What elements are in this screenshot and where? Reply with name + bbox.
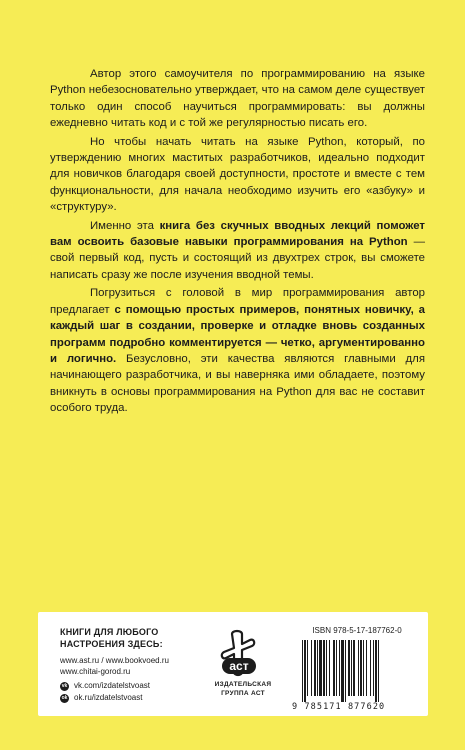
logo-text: аст (229, 659, 249, 673)
slogan-line-2: НАСТРОЕНИЯ ЗДЕСЬ: (60, 639, 163, 649)
barcode-bar (370, 640, 371, 696)
publisher-line-1: ИЗДАТЕЛЬСКАЯ (214, 681, 272, 688)
ast-logo-icon (220, 628, 266, 678)
vk-link[interactable] (60, 680, 150, 692)
barcode-bar (339, 640, 340, 696)
barcode-bar (317, 640, 318, 696)
publisher-name (210, 680, 276, 698)
ok-link-text: ok.ru/izdatelstvoast (74, 693, 143, 702)
barcode-bar (378, 640, 379, 702)
barcode-bar (348, 640, 350, 696)
barcode-bar (375, 640, 377, 702)
barcode-bar (326, 640, 327, 696)
barcode-bar (366, 640, 367, 696)
barcode-bar (314, 640, 316, 696)
paragraph-2: Но чтобы начать читать на языке Python, который, по утверждению многих маститых разработчиков, идеально подходит для новичков благодаря своей доступности, простоте и вместе с тем функциональности, для начала необходимо изучить его «азбуку» и «структуру». (50, 135, 425, 214)
barcode-bar (351, 640, 352, 696)
barcode-bar (360, 640, 362, 696)
barcode-bar (363, 640, 364, 696)
paragraph-4-end: Безусловно, эти качества являются главными для начинающего разработчика, и вы наверняка ими обладаете, поэтому вникнуть в основы программирования на Python для вас не составит особого труда. (50, 352, 425, 415)
barcode-bar (307, 640, 308, 696)
barcode-bar (329, 640, 330, 696)
slogan-line-1: КНИГИ ДЛЯ ЛЮБОГО (60, 627, 159, 637)
ast-logo (210, 628, 276, 708)
barcode (300, 640, 414, 702)
barcode-bar (311, 640, 312, 696)
publisher-line-2: ГРУППА АСТ (221, 690, 265, 697)
store-links (60, 655, 169, 677)
publisher-info-box (38, 612, 428, 716)
ok-icon: ok (61, 694, 68, 701)
barcode-bar (333, 640, 335, 696)
slogan (60, 626, 163, 650)
barcode-bar (319, 640, 322, 696)
vk-icon: vk (61, 682, 68, 689)
barcode-bar (323, 640, 325, 696)
paragraph-4-start: Погрузиться с головой в мир программирования автор предлагает (50, 287, 425, 316)
paragraph-3-bold: книга без скучных вводных лекций поможет вам освоить базовые навыки программирования на Python (50, 219, 425, 249)
barcode-bar (353, 640, 355, 696)
barcode-bar (336, 640, 337, 696)
back-cover-text (50, 66, 425, 419)
barcode-bar (304, 640, 306, 702)
ok-link[interactable] (60, 692, 150, 704)
barcode-bar (341, 640, 344, 702)
paragraph-3 (50, 218, 425, 284)
paragraph-3-end: — свой первый код, пусть и состоящий из двухтрех строк, вы сможете написать сразу же после изучения вводной темы. (50, 236, 425, 281)
paragraph-1: Автор этого самоучителя по программированию на языке Python небезосновательно утверждает, что на самом деле существует только один способ научиться программировать: вы должны ежедневно читать код и с той же регулярностью писать его. (50, 68, 425, 130)
paragraph-3-start: Именно эта (90, 219, 160, 232)
paragraph-4 (50, 285, 425, 416)
store-link-line-1[interactable]: www.ast.ru / www.bookvoed.ru (60, 656, 169, 665)
store-link-line-2[interactable]: www.chitai-gorod.ru (60, 667, 131, 676)
barcode-bar (345, 640, 346, 702)
barcode-bar (302, 640, 303, 702)
barcode-digits: 9 785171 877620 (292, 702, 386, 712)
social-links (60, 680, 150, 704)
barcode-bar (358, 640, 359, 696)
vk-link-text: vk.com/izdatelstvoast (74, 681, 151, 690)
paragraph-4-bold: с помощью простых примеров, понятных новичку, а каждый шаг в создании, проверке и отладке вновь созданных программ подробно комментируется — четко, аргументированно и логично. (50, 303, 425, 365)
isbn: ISBN 978-5-17-187762-0 (312, 626, 402, 635)
barcode-bar (373, 640, 374, 696)
